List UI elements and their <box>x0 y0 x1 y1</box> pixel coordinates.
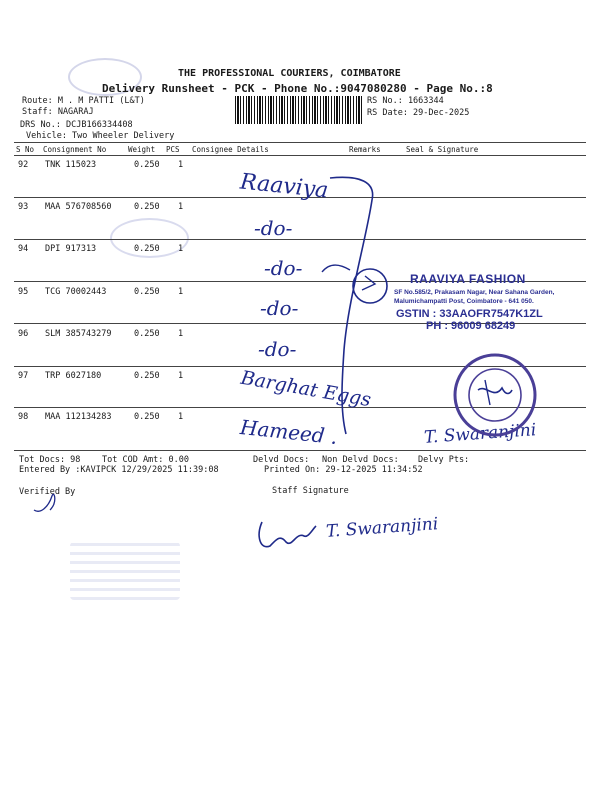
stamp-address-2: Malumichampatti Post, Coimbatore - 641 050. <box>394 298 534 305</box>
col-consignment: Consignment No <box>43 145 107 154</box>
row-weight: 0.250 <box>134 244 160 254</box>
row-weight: 0.250 <box>134 371 160 381</box>
row-pcs: 1 <box>178 244 184 254</box>
non-delivered-docs: Non Delvd Docs: <box>322 455 399 465</box>
verified-scribble <box>30 488 90 518</box>
delivered-docs: Delvd Docs: <box>253 455 310 465</box>
stamp-name: RAAVIYA FASHION <box>410 272 526 286</box>
row-consignment: DPI 917313 <box>45 244 97 254</box>
col-consignee: Consignee Details <box>192 145 269 154</box>
row-consignment: SLM 385743279 <box>45 329 112 339</box>
faint-stamp-bleed <box>70 542 180 600</box>
runsheet-title: Delivery Runsheet - PCK - Phone No.:9047080280 - Page No.:8 <box>102 82 493 95</box>
row-pcs: 1 <box>178 412 184 422</box>
rs-number: RS No.: 1663344 <box>367 96 444 106</box>
handwritten-signature: T. Swaranjini <box>423 420 537 448</box>
rs-date: RS Date: 29-Dec-2025 <box>367 108 470 118</box>
handwritten-consignee: -do- <box>260 296 299 320</box>
row-pcs: 1 <box>178 371 184 381</box>
row-weight: 0.250 <box>134 287 160 297</box>
col-sno: S No <box>16 145 35 154</box>
row-weight: 0.250 <box>134 412 160 422</box>
row-pcs: 1 <box>178 202 184 212</box>
row-sno: 94 <box>18 244 29 254</box>
total-docs: Tot Docs: 98 <box>19 455 81 465</box>
entered-by: Entered By :KAVIPCK 12/29/2025 11:39:08 <box>19 465 219 475</box>
row-sno: 92 <box>18 160 29 170</box>
stamp-phone: PH : 96009 68249 <box>426 320 516 332</box>
staff-text: Staff: NAGARAJ <box>22 107 94 117</box>
row-consignment: MAA 112134283 <box>45 412 112 422</box>
row-consignment: MAA 576708560 <box>45 202 112 212</box>
row-consignment: TCG 70002443 <box>45 287 107 297</box>
stamp-gstin: GSTIN : 33AAOFR7547K1ZL <box>396 308 543 320</box>
vehicle-text: Vehicle: Two Wheeler Delivery <box>26 131 175 141</box>
delivery-points: Delvy Pts: <box>418 455 470 465</box>
total-cod-amount: Tot COD Amt: 0.00 <box>102 455 189 465</box>
handwritten-consignee: -do- <box>258 337 297 361</box>
row-pcs: 1 <box>178 287 184 297</box>
row-weight: 0.250 <box>134 329 160 339</box>
handwritten-consignee: -do- <box>254 216 293 240</box>
handwritten-consignee: -do- <box>264 256 303 280</box>
handwritten-consignee: Raaviya <box>238 169 330 204</box>
col-remarks: Remarks <box>349 145 381 154</box>
row-weight: 0.250 <box>134 160 160 170</box>
col-seal: Seal & Signature <box>406 145 479 154</box>
circular-seal <box>450 350 540 440</box>
route-text: Route: M . M PATTI (L&T) <box>22 96 145 106</box>
staff-signature-scribble <box>252 510 332 560</box>
handwritten-consignee: Hameed . <box>239 414 339 450</box>
row-sno: 93 <box>18 202 29 212</box>
col-pcs: PCS <box>166 145 180 154</box>
stamp-address-1: SF No.585/2, Prakasam Nagar, Near Sahana Garden, <box>394 289 555 296</box>
company-title: THE PROFESSIONAL COURIERS, COIMBATORE <box>178 68 401 79</box>
row-sno: 96 <box>18 329 29 339</box>
row-sno: 98 <box>18 412 29 422</box>
drs-text: DRS No.: DCJB166334408 <box>20 120 133 130</box>
row-sno: 95 <box>18 287 29 297</box>
handwritten-consignee: Barghat Eggs <box>239 366 373 412</box>
printed-on: Printed On: 29-12-2025 11:34:52 <box>264 465 423 475</box>
staff-signature-name: T. Swaranjini <box>325 514 439 542</box>
row-consignment: TNK 115023 <box>45 160 97 170</box>
row-weight: 0.250 <box>134 202 160 212</box>
row-sno: 97 <box>18 371 29 381</box>
staff-signature-label: Staff Signature <box>272 486 349 496</box>
row-consignment: TRP 6027180 <box>45 371 102 381</box>
row-pcs: 1 <box>178 329 184 339</box>
row-pcs: 1 <box>178 160 184 170</box>
verified-by-label: Verified By <box>19 487 76 497</box>
col-weight: Weight <box>128 145 156 154</box>
